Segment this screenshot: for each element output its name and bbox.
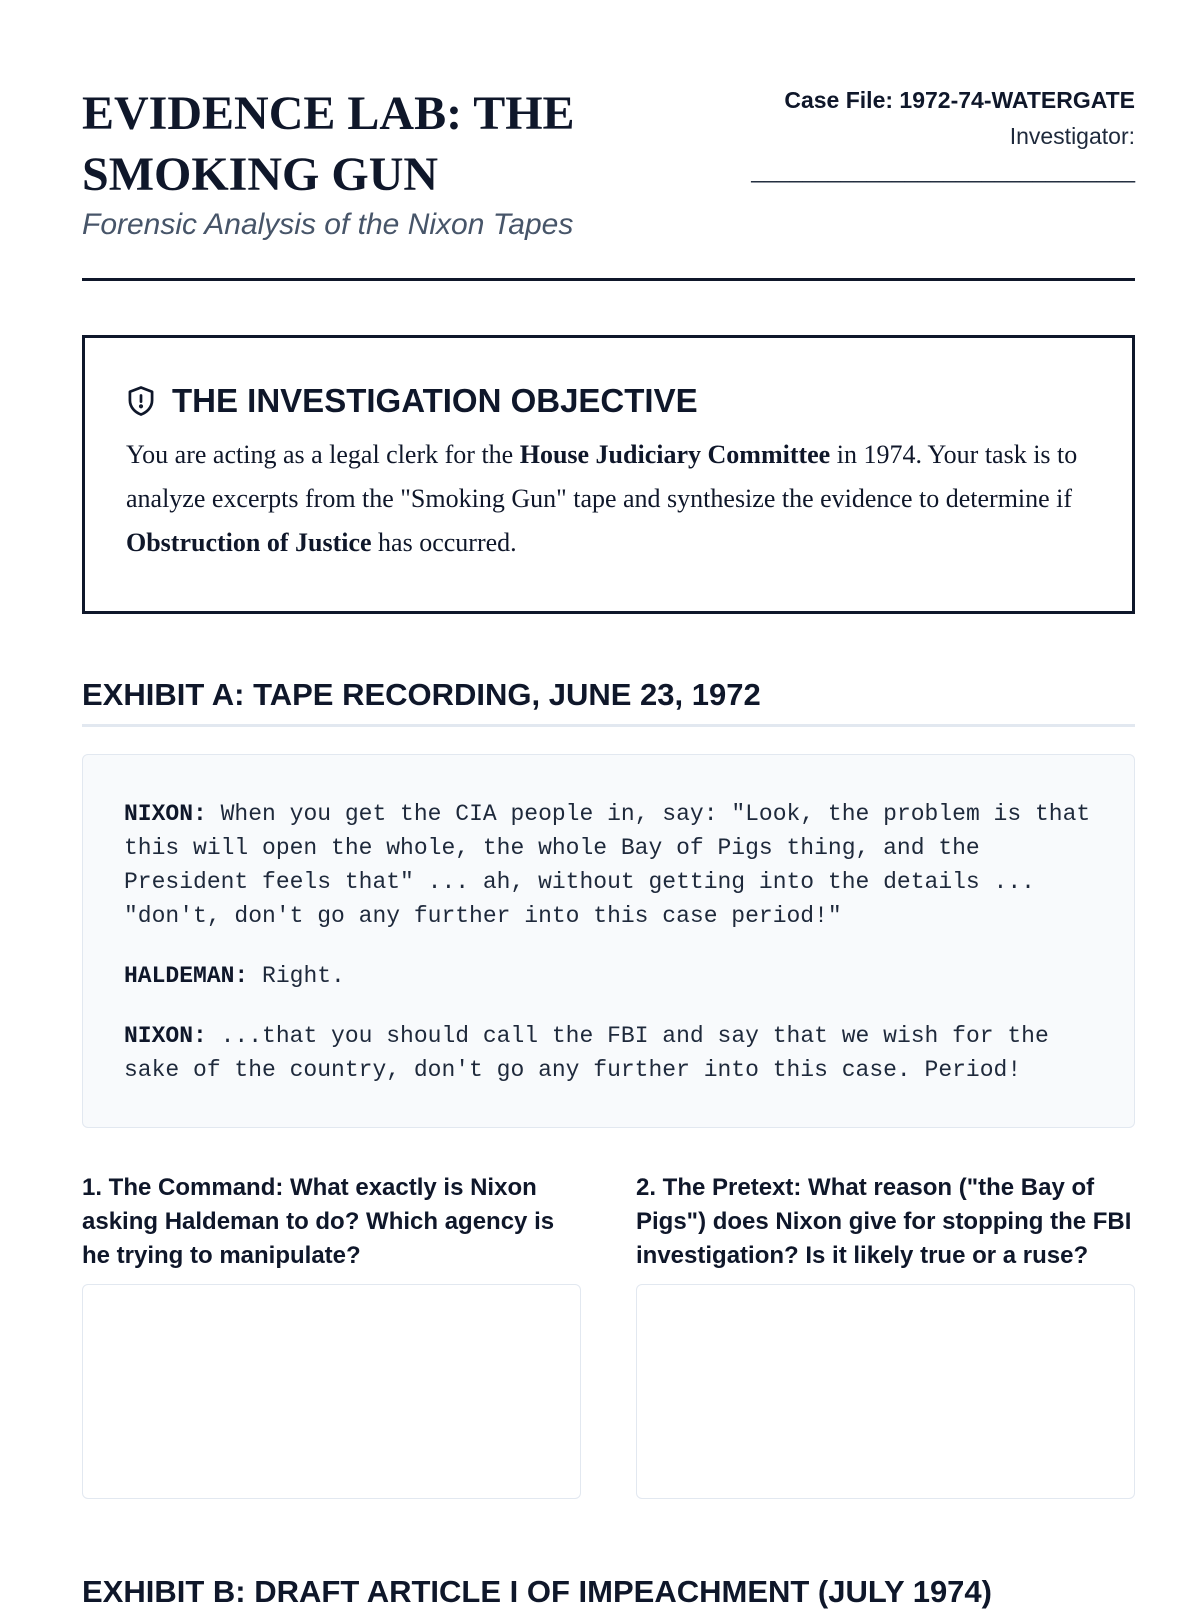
- transcript-line: [124, 797, 1094, 933]
- objective-text-part: has occurred.: [371, 528, 517, 557]
- page-subtitle: Forensic Analysis of the Nixon Tapes: [82, 208, 574, 241]
- answer-box-command[interactable]: [82, 1284, 581, 1499]
- worksheet-page: [82, 0, 1135, 1609]
- page-header: [82, 0, 1135, 281]
- question-command: [82, 1171, 581, 1283]
- transcript-line: [124, 1019, 1094, 1087]
- speaker-label: HALDEMAN:: [124, 963, 249, 989]
- objective-text-part: You are acting as a legal clerk for the: [126, 440, 520, 469]
- page-title: EVIDENCE LAB: THE SMOKING GUN: [82, 87, 575, 201]
- transcript-line: [124, 959, 1094, 993]
- question-text: 2. The Pretext: What reason ("the Bay of Pigs") does Nixon give for stopping the FBI investigation? Is it likely true or a ruse?: [636, 1174, 1132, 1269]
- tape-transcript: [82, 754, 1135, 1128]
- question-pretext: [636, 1171, 1135, 1283]
- case-meta: [751, 82, 1135, 186]
- exhibit-a-heading: EXHIBIT A: TAPE RECORDING, JUNE 23, 1972: [82, 675, 1135, 727]
- transcript-text: ...that you should call the FBI and say that we wish for the sake of the country, don't go any further into this case. Period!: [124, 1023, 1049, 1083]
- question-grid: [82, 1171, 1135, 1501]
- objective-text: [126, 433, 1092, 565]
- exhibit-b-heading: EXHIBIT B: DRAFT ARTICLE I OF IMPEACHMENT (JULY 1974): [82, 1574, 992, 1609]
- charge-name: Obstruction of Justice: [126, 528, 372, 557]
- shield-icon: [126, 385, 156, 417]
- investigator-label: Investigator:: [1009, 123, 1135, 149]
- objective-box: [82, 335, 1135, 614]
- objective-heading-text: THE INVESTIGATION OBJECTIVE: [172, 382, 698, 419]
- transcript-text: When you get the CIA people in, say: "Look, the problem is that this will open the whole, the whole Bay of Pigs thing, and the President feels that" ... ah, without getting into the details ... "don't, don't go any further into this case period!": [124, 801, 1091, 929]
- transcript-text: Right.: [248, 963, 345, 989]
- speaker-label: NIXON:: [124, 801, 207, 827]
- answer-box-pretext[interactable]: [636, 1284, 1135, 1499]
- question-text: 1. The Command: What exactly is Nixon asking Haldeman to do? Which agency is he trying to manipulate?: [82, 1174, 555, 1269]
- investigator-name-blank[interactable]: ______________________________: [751, 157, 1135, 183]
- speaker-label: NIXON:: [124, 1023, 207, 1049]
- objective-text-part: in 1974. Your task is to analyze excerpts from the "Smoking Gun" tape and synthesize the evidence to determine if: [126, 440, 1078, 513]
- case-file-label: Case File: 1972-74-WATERGATE: [784, 87, 1135, 113]
- objective-heading: [126, 381, 1092, 421]
- committee-name: House Judiciary Committee: [519, 440, 831, 469]
